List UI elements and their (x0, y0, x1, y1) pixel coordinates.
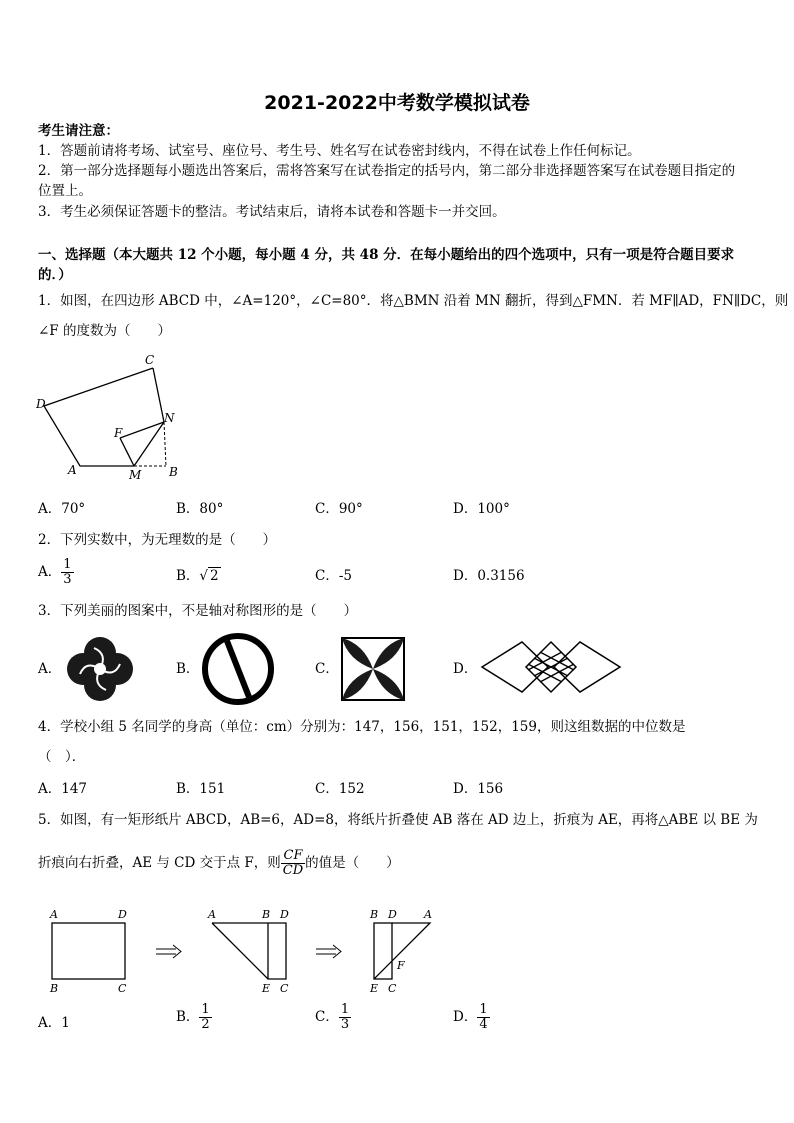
arrow-right-icon (156, 945, 181, 958)
option-c[interactable]: C．90° (315, 501, 363, 517)
question-4-stem: 4．学校小组 5 名同学的身高（单位：cm）分别为：147，156，151，152，159，则这组数据的中位数是 (38, 719, 686, 735)
label-A: A (68, 463, 77, 477)
option-prefix: B． (176, 1009, 200, 1025)
question-4-stem-cont: （ ）． (38, 749, 86, 765)
fraction (281, 849, 305, 878)
option-b[interactable]: B．80° (176, 501, 224, 517)
petal-square-icon (340, 636, 406, 702)
question-2-stem: 2．下列实数中，为无理数的是（ ） (38, 532, 277, 548)
option-c[interactable]: C．-5 (315, 568, 352, 584)
notice-item: 2．第一部分选择题每小题选出答案后，需将答案写在试卷指定的括号内，第二部分非选择题答案写在试卷题目指定的 (38, 163, 736, 179)
folding-figures (40, 905, 450, 997)
option-d[interactable]: D．100° (453, 501, 510, 517)
quadrilateral-figure (36, 350, 186, 485)
label-A: A (50, 908, 58, 921)
section-heading: 一、选择题（本大题共 12 个小题，每小题 4 分，共 48 分．在每小题给出的四个选项中，只有一项是符合题目要求 (38, 247, 735, 263)
fraction (199, 1003, 211, 1032)
label-D: D (388, 908, 397, 921)
label-C: C (118, 982, 127, 995)
label-B: B (370, 908, 379, 921)
label-D: D (118, 908, 127, 921)
question-1-stem-cont: ∠F 的度数为（ ） (38, 323, 171, 339)
question-5-stem: 5．如图，有一矩形纸片 ABCD，AB=6，AD=8，将纸片折叠使 AB 落在 AD 边上，折痕为 AE，再将△ABE 以 BE 为 (38, 812, 758, 828)
label-B: B (262, 908, 271, 921)
question-1-stem: 1．如图，在四边形 ABCD 中，∠A=120°，∠C=80°．将△BMN 沿着 MN 翻折，得到△FMN．若 MF∥AD，FN∥DC，则 (38, 293, 789, 309)
option-b[interactable]: B． (176, 661, 200, 677)
option-d[interactable]: D．156 (453, 781, 504, 797)
fraction-denominator: 3 (340, 1017, 350, 1032)
label-D: D (280, 908, 289, 921)
option-a[interactable] (38, 558, 74, 587)
option-b[interactable] (176, 567, 221, 585)
fraction (477, 1003, 489, 1032)
clover-pattern-icon (64, 634, 136, 704)
label-C: C (388, 982, 397, 995)
page-title: 2021-2022中考数学模拟试卷 (264, 92, 530, 114)
label-A: A (424, 908, 432, 921)
fraction-denominator: 3 (63, 572, 72, 587)
stem-text: 折痕向右折叠，AE 与 CD 交于点 F，则 (38, 855, 281, 871)
option-a[interactable]: A．147 (38, 781, 88, 797)
label-B: B (169, 465, 178, 479)
question-5-stem-cont (38, 849, 400, 878)
fraction-denominator: CD (282, 863, 304, 878)
option-a[interactable]: A．1 (38, 1015, 70, 1031)
notice-item: 3．考生必须保证答题卡的整洁。考试结束后，请将本试卷和答题卡一并交回。 (38, 204, 506, 220)
sqrt-radicand: 2 (210, 568, 219, 584)
fraction-denominator: 2 (201, 1017, 210, 1032)
label-D: D (36, 397, 46, 411)
option-a[interactable]: A． (38, 661, 62, 677)
label-F: F (397, 959, 405, 972)
label-M: M (129, 468, 142, 482)
option-c[interactable] (315, 1003, 351, 1032)
fraction-denominator: 4 (479, 1017, 488, 1032)
fraction (339, 1003, 351, 1032)
option-c[interactable]: C．152 (315, 781, 365, 797)
notice-item: 1．答题前请将考场、试室号、座位号、考生号、姓名写在试卷密封线内，不得在试卷上作任何标记。 (38, 143, 641, 159)
option-prefix: B． (176, 568, 200, 584)
option-b[interactable]: B．151 (176, 781, 226, 797)
option-d[interactable] (453, 1003, 490, 1032)
label-A: A (208, 908, 216, 921)
fraction-numerator: CF (281, 849, 305, 864)
stem-text: 的值是（ ） (305, 855, 400, 871)
slashed-circle-icon (199, 631, 277, 707)
label-F: F (114, 426, 123, 440)
notice-heading: 考生请注意： (38, 123, 119, 139)
label-C: C (145, 353, 155, 367)
label-E: E (370, 982, 379, 995)
fraction-numerator: 1 (201, 1002, 210, 1017)
option-c[interactable]: C． (315, 661, 339, 677)
arrow-right-icon (316, 945, 341, 958)
option-d[interactable]: D． (453, 661, 478, 677)
notice-item: 位置上。 (38, 183, 92, 199)
fraction (61, 558, 73, 587)
section-heading-cont: 的．） (38, 267, 72, 283)
fraction-numerator: 1 (479, 1002, 488, 1017)
fraction-numerator: 1 (63, 557, 72, 572)
option-a[interactable]: A．70° (38, 501, 86, 517)
option-prefix: D． (453, 1009, 478, 1025)
option-prefix: C． (315, 1009, 339, 1025)
label-E: E (262, 982, 271, 995)
option-b[interactable] (176, 1003, 212, 1032)
label-B: B (50, 982, 59, 995)
knot-pattern-icon (478, 638, 624, 696)
option-d[interactable]: D．0.3156 (453, 568, 525, 584)
sqrt-icon: √ (199, 568, 209, 584)
option-prefix: A． (38, 564, 62, 580)
label-N: N (164, 411, 175, 425)
fraction-numerator: 1 (340, 1002, 350, 1017)
question-3-stem: 3．下列美丽的图案中，不是轴对称图形的是（ ） (38, 603, 358, 619)
label-C: C (280, 982, 289, 995)
